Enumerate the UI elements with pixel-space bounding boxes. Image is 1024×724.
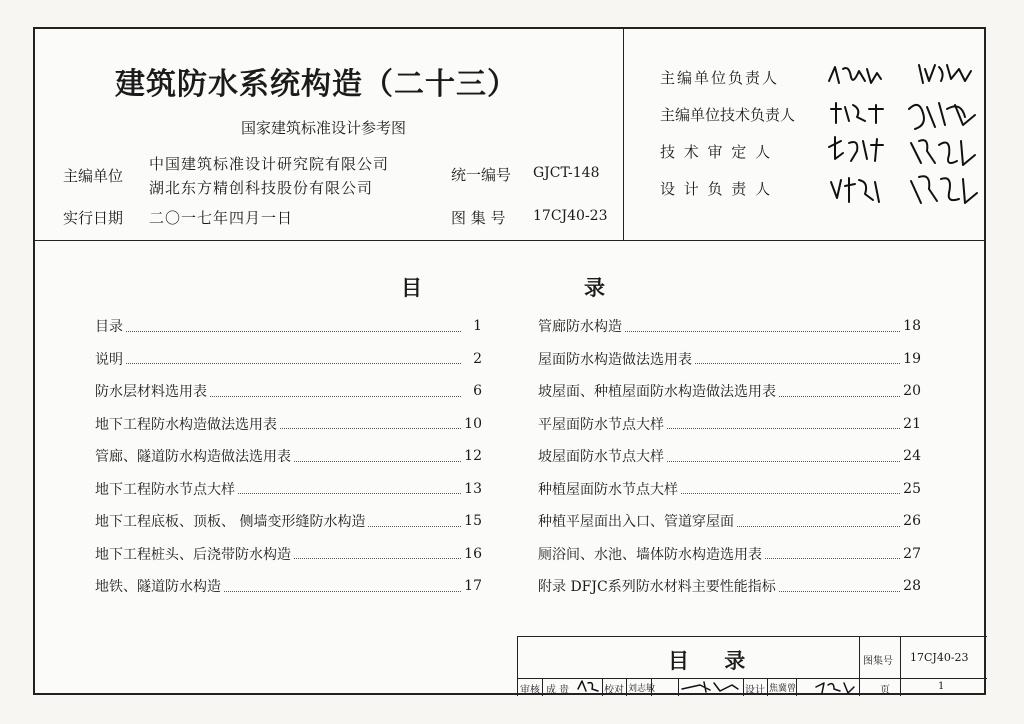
toc-entry-title: 附录 DFJC系列防水材料主要性能指标	[538, 579, 776, 595]
toc-leader-dots	[294, 461, 461, 462]
editor-unit-1: 中国建筑标准设计研究院有限公司	[149, 155, 390, 173]
toc-entry-page: 20	[903, 383, 921, 399]
toc-leader-dots	[280, 428, 461, 429]
toc-leader-dots	[294, 558, 461, 559]
toc-entry-page: 26	[903, 513, 921, 529]
toc-entry-page: 17	[464, 578, 482, 594]
toc-entry-title: 坡屋面、种植屋面防水构造做法选用表	[538, 384, 776, 400]
drawing-sheet	[33, 27, 986, 695]
toc-entry-page: 1	[473, 318, 482, 334]
toc-leader-dots	[238, 493, 461, 494]
toc-entry	[95, 509, 482, 533]
toc-leader-dots	[368, 526, 461, 527]
design-label: 设计	[745, 685, 765, 696]
toc-entry	[95, 347, 482, 371]
toc-entry-title: 目录	[95, 319, 123, 335]
check-label: 校对	[604, 685, 624, 696]
check-name: 刘志敏	[628, 684, 656, 694]
title-block-title: 目 录	[668, 649, 760, 673]
atlas-title: 建筑防水系统构造（二十三）	[115, 67, 518, 102]
toc-entry-title: 管廊防水构造	[538, 319, 622, 335]
toc-entry-title: 防水层材料选用表	[95, 384, 207, 400]
date-value: 二〇一七年四月一日	[149, 209, 294, 227]
toc-entry-title: 坡屋面防水节点大样	[538, 449, 664, 465]
signature-3a	[825, 133, 887, 167]
title-block-atlas-label: 图集号	[863, 656, 893, 667]
signature-4a	[827, 172, 883, 206]
toc-entry-page: 28	[903, 578, 921, 594]
toc-entry	[95, 574, 482, 598]
toc-entry-page: 25	[903, 480, 921, 497]
toc-leader-dots	[224, 591, 461, 592]
toc-leader-dots	[737, 526, 900, 527]
cover-header	[35, 29, 984, 241]
toc-leader-dots	[779, 591, 900, 592]
toc-leader-dots	[667, 461, 900, 462]
toc-entry-title: 平屋面防水节点大样	[538, 416, 664, 433]
toc-entry-page: 12	[464, 448, 482, 464]
signature-2a	[827, 99, 887, 129]
toc-leader-dots	[695, 363, 900, 364]
toc-entry-page: 13	[464, 480, 482, 497]
design-signature	[814, 679, 858, 695]
toc-entry	[538, 347, 921, 371]
toc-leader-dots	[126, 331, 461, 332]
toc-entry-page: 16	[464, 545, 482, 562]
toc-entry	[95, 412, 482, 436]
toc-heading-left: 目	[401, 276, 422, 300]
responsible-2: 主编单位技术负责人	[660, 106, 796, 124]
toc-entry-title: 说明	[95, 351, 123, 368]
toc-leader-dots	[625, 331, 900, 332]
responsible-1: 主编单位负责人	[660, 69, 780, 87]
toc-entry	[538, 477, 921, 501]
review-label: 审核	[520, 685, 540, 696]
check-signature	[680, 679, 742, 695]
title-block-atlas-value: 17CJ40-23	[910, 651, 969, 664]
toc-entry	[95, 542, 482, 566]
title-block	[517, 636, 987, 696]
date-label: 实行日期	[63, 209, 124, 227]
toc-entry	[538, 574, 921, 598]
toc-entry	[538, 509, 921, 533]
responsible-3: 技 术 审 定 人	[660, 143, 773, 161]
signature-1a	[825, 61, 885, 91]
review-signature	[576, 679, 602, 695]
toc-entry-page: 10	[464, 415, 482, 432]
toc-entry-title: 管廊、隧道防水构造做法选用表	[95, 449, 291, 465]
atlas-value: 17CJ40-23	[533, 208, 608, 224]
toc-entry	[95, 444, 482, 468]
responsible-4: 设 计 负 责 人	[660, 180, 773, 198]
code-value: GJCT-148	[533, 165, 600, 181]
toc-entry-page: 6	[473, 383, 482, 399]
toc-entry	[538, 314, 921, 338]
toc-entry	[538, 542, 921, 566]
toc-entry	[95, 477, 482, 501]
toc-leader-dots	[126, 363, 461, 364]
toc-entry-page: 2	[473, 350, 482, 367]
signature-1b	[915, 59, 975, 89]
page-label: 页	[880, 685, 890, 696]
toc-entry-title: 地铁、隧道防水构造	[95, 579, 221, 595]
toc-entry-title: 地下工程防水构造做法选用表	[95, 416, 277, 433]
toc-entry-page: 18	[903, 318, 921, 334]
toc-leader-dots	[210, 396, 461, 397]
toc-entry-title: 种植平屋面出入口、管道穿屋面	[538, 514, 734, 530]
toc-entry	[95, 379, 482, 403]
toc-entry-page: 27	[903, 545, 921, 562]
toc-entry-page: 15	[464, 513, 482, 529]
editor-label: 主编单位	[63, 167, 124, 185]
toc-entry	[538, 412, 921, 436]
toc-entry	[538, 444, 921, 468]
atlas-label: 图 集 号	[451, 209, 506, 227]
toc-entry-page: 19	[903, 350, 921, 367]
review-name: 成 贵	[546, 685, 570, 696]
toc-leader-dots	[667, 428, 900, 429]
toc-entry	[95, 314, 482, 338]
header-divider	[623, 29, 624, 240]
atlas-subtitle: 国家建筑标准设计参考图	[241, 119, 407, 137]
editor-unit-2: 湖北东方精创科技股份有限公司	[149, 179, 374, 197]
toc-entry-title: 屋面防水构造做法选用表	[538, 351, 692, 368]
toc-leader-dots	[779, 396, 900, 397]
design-name: 焦冀曾	[769, 684, 797, 694]
toc-entry-page: 24	[903, 448, 921, 464]
toc-entry-title: 地下工程防水节点大样	[95, 481, 235, 498]
toc-heading-right: 录	[584, 276, 605, 300]
toc-entry-title: 种植屋面防水节点大样	[538, 481, 678, 498]
toc-entry-title: 地下工程底板、顶板、 侧墙变形缝防水构造	[95, 514, 366, 530]
signature-4b	[905, 169, 981, 213]
toc-leader-dots	[681, 493, 900, 494]
toc-entry-title: 厕浴间、水池、墙体防水构造选用表	[538, 546, 762, 563]
toc-entry-page: 21	[903, 415, 921, 432]
toc-entry	[538, 379, 921, 403]
toc-entry-title: 地下工程桩头、后浇带防水构造	[95, 546, 291, 563]
page-value: 1	[938, 681, 945, 692]
code-label: 统一编号	[451, 166, 512, 184]
toc-leader-dots	[765, 558, 900, 559]
